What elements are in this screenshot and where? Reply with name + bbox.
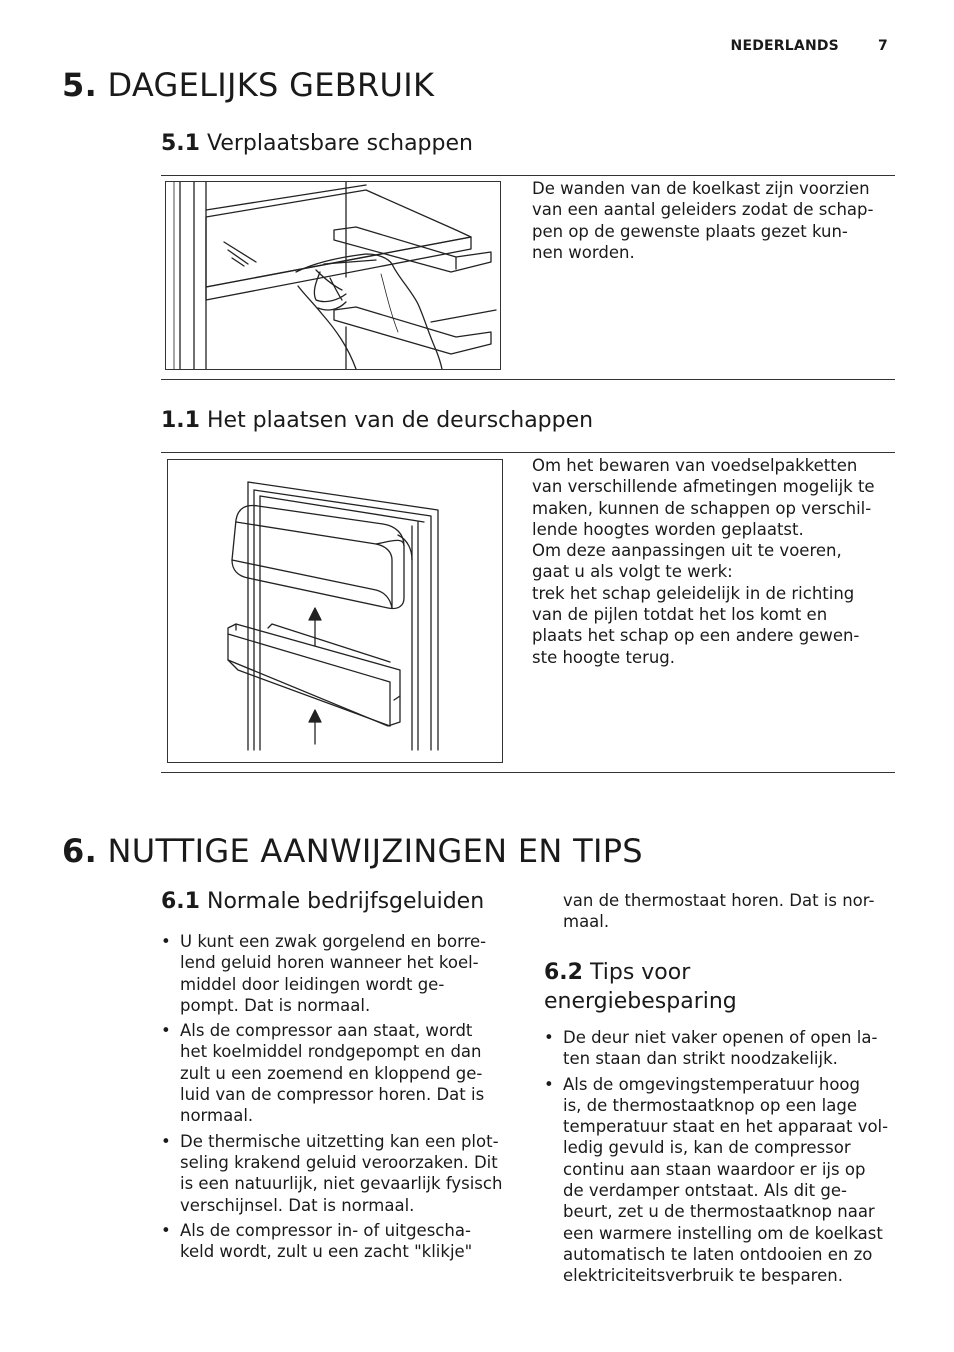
noises-list [161,931,521,1266]
subsection-6-1-title: Normale bedrijfsgeluiden [206,889,485,914]
subsection-5-1-heading [161,131,473,156]
shelf-illustration [165,181,501,370]
text-line: verschijnsel. Dat is normaal. [180,1195,415,1215]
subsection-6-1-number: 6.1 [161,889,200,914]
text-line: van de thermostaat horen. Dat is nor- [563,891,875,910]
text-line: lend geluid horen wanneer het koel- [180,953,479,973]
text-line: nen worden. [532,242,635,262]
text-line: • Als de compressor aan staat, wordt [180,1021,473,1041]
text-line: een warmere instelling om de koelkast [563,1223,883,1243]
divider [161,772,895,773]
text-line: • U kunt een zwak gorgelend en borre- [180,932,487,951]
text-line: continu aan staan waardoor er ijs op [563,1159,866,1179]
list-item [161,931,521,1016]
text-line: pen op de gewenste plaats gezet kun- [532,221,848,241]
divider [161,175,895,176]
text-line: Om deze aanpassingen uit te voeren, [532,541,842,561]
text-line: gaat u als volgt te werk: [532,562,733,582]
text-line: keld wordt, zult u een zacht "klikje" [180,1242,473,1262]
text-line: maal. [563,912,610,932]
text-line: beurt, zet u de thermostaatknop naar [563,1202,875,1222]
subsection-6-2-number: 6.2 [544,960,583,985]
text-line: ledig gevuld is, kan de compressor [563,1138,851,1158]
text-line: ten staan dan strikt noodzakelijk. [563,1049,838,1069]
section-6-number: 6. [62,832,98,870]
text-line: plaats het schap op een andere gewen- [532,626,860,646]
subsection-1-1-number: 1.1 [161,408,200,433]
subsection-5-1-number: 5.1 [161,131,200,156]
subsection-6-2-title-line-2: energiebesparing [544,989,737,1014]
text-line: temperatuur staat en het apparaat vol- [563,1117,889,1137]
text-line: trek het schap geleidelijk in de richting [532,583,855,603]
text-line: normaal. [180,1106,254,1126]
page-header [731,38,888,54]
energy-saving-list [544,1027,899,1291]
section-6-heading [62,832,643,870]
text-line: • Als de omgevingstemperatuur hoog [563,1074,860,1094]
text-line: Om het bewaren van voedselpakketten [532,456,858,475]
text-line: middel door leidingen wordt ge- [180,974,445,994]
text-line: van verschillende afmetingen mogelijk te [532,477,875,497]
text-line: • De thermische uitzetting kan een plot- [180,1131,499,1151]
section-5-heading [62,66,434,104]
subsection-6-2-title-line-1: Tips voor [589,960,691,985]
text-line: van een aantal geleiders zodat de schap- [532,200,874,220]
text-line: zult u een zoemend en kloppend ge- [180,1063,483,1083]
divider [161,379,895,380]
header-language: NEDERLANDS [730,38,839,54]
shelves-description [532,178,892,263]
section-5-number: 5. [62,66,98,104]
text-line: lende hoogtes worden geplaatst. [532,519,804,539]
list-item [161,1220,521,1263]
door-shelf-illustration [167,459,503,763]
divider [161,452,895,453]
section-5-title: DAGELIJKS GEBRUIK [107,66,435,104]
text-line: luid van de compressor horen. Dat is [180,1085,485,1105]
noises-continuation [563,890,903,933]
door-shelves-description [532,455,892,668]
page-number: 7 [878,38,888,54]
text-line: het koelmiddel rondgepompt en dan [180,1042,482,1062]
text-line: • De deur niet vaker openen of open la- [563,1028,878,1047]
text-line: de verdamper ontstaat. Als dit ge- [563,1181,847,1201]
text-line: seling krakend geluid veroorzaken. Dit [180,1152,498,1172]
text-line: automatisch te laten ontdooien en zo [563,1244,873,1264]
subsection-1-1-heading [161,408,593,433]
text-line: ste hoogte terug. [532,647,676,667]
subsection-5-1-title: Verplaatsbare schappen [206,131,473,156]
text-line: De wanden van de koelkast zijn voorzien [532,179,870,198]
text-line: pompt. Dat is normaal. [180,995,371,1015]
list-item [544,1027,899,1070]
text-line: maken, kunnen de schappen op verschil- [532,498,872,518]
subsection-6-2-heading [544,958,737,1016]
list-item [161,1131,521,1216]
text-line: elektriciteitsverbruik te besparen. [563,1266,843,1286]
text-line: is, de thermostaatknop op een lage [563,1095,858,1115]
list-item [544,1074,899,1287]
text-line: van de pijlen totdat het los komt en [532,605,828,625]
subsection-1-1-title: Het plaatsen van de deurschappen [206,408,594,433]
text-line: is een natuurlijk, niet gevaarlijk fysisch [180,1174,503,1194]
subsection-6-1-heading [161,889,484,914]
section-6-title: NUTTIGE AANWIJZINGEN EN TIPS [107,832,643,870]
list-item [161,1020,521,1126]
text-line: • Als de compressor in- of uitgescha- [180,1220,471,1240]
